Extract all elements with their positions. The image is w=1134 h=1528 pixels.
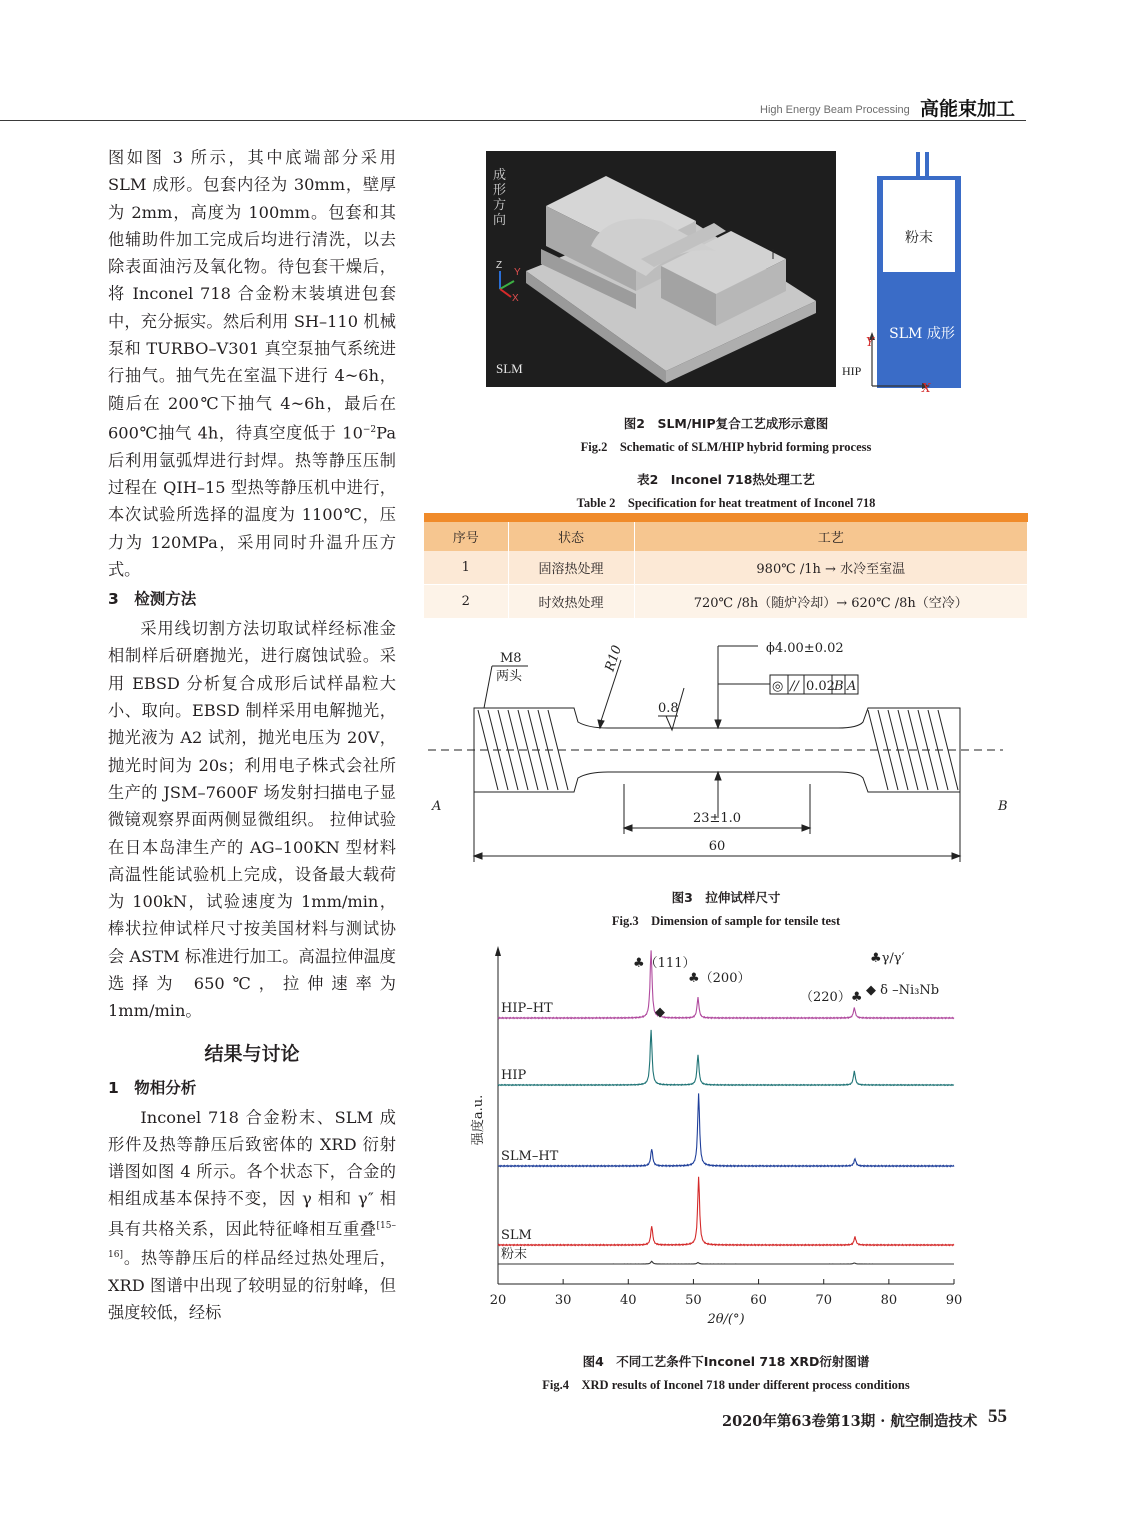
fig2-schematic <box>836 150 986 400</box>
series-line <box>498 1093 954 1166</box>
x-axis-label: 2θ/(°) <box>707 1312 745 1327</box>
paragraph-2: 采用线切割方法切取试样经标准金相制样后研磨抛光，进行腐蚀试验。采用 EBSD 分析复合成形后试样晶粒大小、取向。EBSD 制样采用电解抛光，抛光液为 A2 试剂，抛光电压为 20V，抛光时间为 20s；利用电子株式会社所生产的 JSM–7600F 场发射扫描电子显微镜观察界面两侧显微组织。 拉伸试验在日本岛津生产的 AG–100KN 型材料高温性能试验机上完成，设备最大载荷为 100kN，试验速度为 1mm/min，棒状拉伸试样尺寸按美国材料与测试协会 ASTM 标准进行加工。高温拉伸温度选择为 650℃，拉伸速率为 1mm/min。 <box>108 619 396 1021</box>
fig2-render <box>486 151 836 387</box>
section-heading-phase: 1 物相分析 <box>108 1078 197 1097</box>
gauge-length-label: 23±1.0 <box>692 811 742 826</box>
x-tick-label: 20 <box>489 1293 507 1308</box>
table-row <box>424 551 1028 585</box>
total-length-label: 60 <box>708 839 726 854</box>
x-tick-label: 70 <box>815 1293 832 1308</box>
x-tick-label: 60 <box>750 1293 767 1308</box>
series-label: HIP <box>501 1068 527 1083</box>
fig4-caption-en: Fig.4 XRD results of Inconel 718 under different process conditions <box>542 1378 910 1392</box>
x-tick-label: 50 <box>685 1293 702 1308</box>
axis-z-label: Z <box>496 260 503 271</box>
fig2-caption-cn: 图2 SLM/HIP复合工艺成形示意图 <box>623 416 829 431</box>
table2-caption-en: Table 2 Specification for heat treatment of Inconel 718 <box>576 496 876 510</box>
series-label: SLM–HT <box>501 1149 559 1164</box>
table-header: 工艺 <box>634 522 1028 551</box>
annotation-delta-marker: ◆ <box>655 1005 665 1020</box>
x-tick-label: 80 <box>880 1293 898 1308</box>
schematic-x-label: X <box>922 381 931 395</box>
build-direction-label: 成形方向 <box>493 168 507 228</box>
tolerance-symbol-parallel: // <box>790 679 799 694</box>
slm-render-label: SLM <box>496 361 523 376</box>
paragraph-1: 图如图 3 所示，其中底端部分采用 SLM 成形。包套内径为 30mm，壁厚为 2mm，高度为 100mm。包套和其他辅助件加工完成后均进行清洗，以去除表面油污及氧化物。待包套干燥后，将 Inconel 718 合金粉末装填进包套中，充分振实。然后利用 SH–110 机械泵和 TURBO–V301 真空泵抽气系统进行抽气。抽气先在室温下进行 4~6h，随后在 200℃下抽气 4~6h，最后在 600℃抽气 4h，待真空度低于 $10^{-2}Pa$ 后利用氩弧焊进行封焊。热等静压压制过程在 QIH–15 型热等静压机中进行，本次试验所选择的温度为 1100℃，压力为 120MPa，采用同时升温升压方式。 <box>108 148 396 579</box>
table-cell: 720℃ /8h（随炉冷却）→ 620℃ /8h（空冷） <box>634 585 1028 619</box>
legend-delta: ◆ δ –Ni₃Nb <box>866 983 940 998</box>
header-rule <box>0 120 1026 121</box>
x-tick-label: 40 <box>620 1293 637 1308</box>
table-header-row <box>424 522 1028 551</box>
table2-top-bar <box>424 513 1028 522</box>
fig2-caption-en: Fig.2 Schematic of SLM/HIP hybrid forming process <box>580 440 872 454</box>
datum-a: A <box>847 679 857 694</box>
fig4-caption-cn: 图4 不同工艺条件下Inconel 718 XRD衍射图谱 <box>582 1354 870 1369</box>
point-b-label: B <box>998 799 1008 814</box>
annotation-200: ♣（200） <box>688 971 751 986</box>
fig3-caption-en: Fig.3 Dimension of sample for tensile test <box>611 914 841 928</box>
axis-x-label: X <box>512 293 519 304</box>
legend-gamma: ♣γ/γ′ <box>870 951 905 966</box>
table-cell: 时效热处理 <box>508 585 634 619</box>
series-line <box>498 1261 954 1264</box>
schematic-y-label: Y <box>866 335 874 349</box>
series-label: SLM <box>501 1228 532 1243</box>
section-heading-results: 结果与讨论 <box>204 1042 300 1065</box>
powder-label: 粉末 <box>905 230 933 246</box>
table-cell: 固溶热处理 <box>508 551 634 585</box>
xrd-chart <box>470 940 970 1335</box>
point-a-label: A <box>432 799 442 814</box>
fig3-drawing <box>428 636 1018 876</box>
tolerance-value: 0.02 <box>806 679 835 694</box>
series-label: HIP–HT <box>501 1001 553 1016</box>
diameter-label: ϕ4.00±0.02 <box>766 641 844 656</box>
table-cell: 980℃ /1h → 水冷至室温 <box>634 551 1028 585</box>
annotation-220: （220）♣ <box>800 990 863 1005</box>
footer-journal: 2020年第63卷第13期 · 航空制造技术 <box>722 1413 978 1430</box>
hip-label: HIP <box>842 364 862 378</box>
annotation-111: ♣（111） <box>633 956 696 971</box>
series-label: 粉末 <box>501 1247 528 1262</box>
m8-label: M8 <box>500 651 522 666</box>
table-cell: 2 <box>424 585 508 619</box>
series-line <box>498 1030 954 1086</box>
roughness-label: 0.8 <box>658 701 679 716</box>
table-header: 状态 <box>508 522 634 551</box>
y-axis-label: 强度a.u. <box>471 1094 486 1146</box>
x-tick-label: 90 <box>945 1293 963 1308</box>
x-tick-label: 30 <box>554 1293 572 1308</box>
table-row <box>424 585 1028 619</box>
journal-name-cn: 高能束加工 <box>920 98 1016 120</box>
heat-treatment-table <box>424 522 1028 618</box>
axis-y-label: Y <box>514 267 521 278</box>
table-header: 序号 <box>424 522 508 551</box>
tolerance-symbol-coax: ◎ <box>772 679 784 694</box>
section-heading-methods: 3 检测方法 <box>108 590 197 609</box>
series-line <box>498 1177 954 1246</box>
r10-label: R10 <box>602 643 626 674</box>
page-number: 55 <box>988 1406 1007 1427</box>
table-cell: 1 <box>424 551 508 585</box>
left-column <box>108 144 396 1327</box>
slm-formed-label: SLM 成形 <box>889 326 955 342</box>
datum-b: B <box>834 679 844 694</box>
two-ends-label: 两头 <box>496 669 523 684</box>
fig3-caption-cn: 图3 拉伸试样尺寸 <box>671 890 781 905</box>
table2-caption-cn: 表2 Inconel 718热处理工艺 <box>637 472 815 487</box>
paragraph-3: Inconel 718 合金粉末、SLM 成形件及热等静压后致密体的 XRD 衍射谱图如图 4 所示。各个状态下，合金的相组成基本保持不变，因 γ 相和 γ″ 相具有共格关系，因此特征峰相互重叠[15–16]。热等静压后的样品经过热处理后，XRD 图谱中出现了较明显的衍射峰，但强度较低，经标 <box>108 1107 396 1323</box>
journal-name-en: High Energy Beam Processing <box>760 104 910 116</box>
